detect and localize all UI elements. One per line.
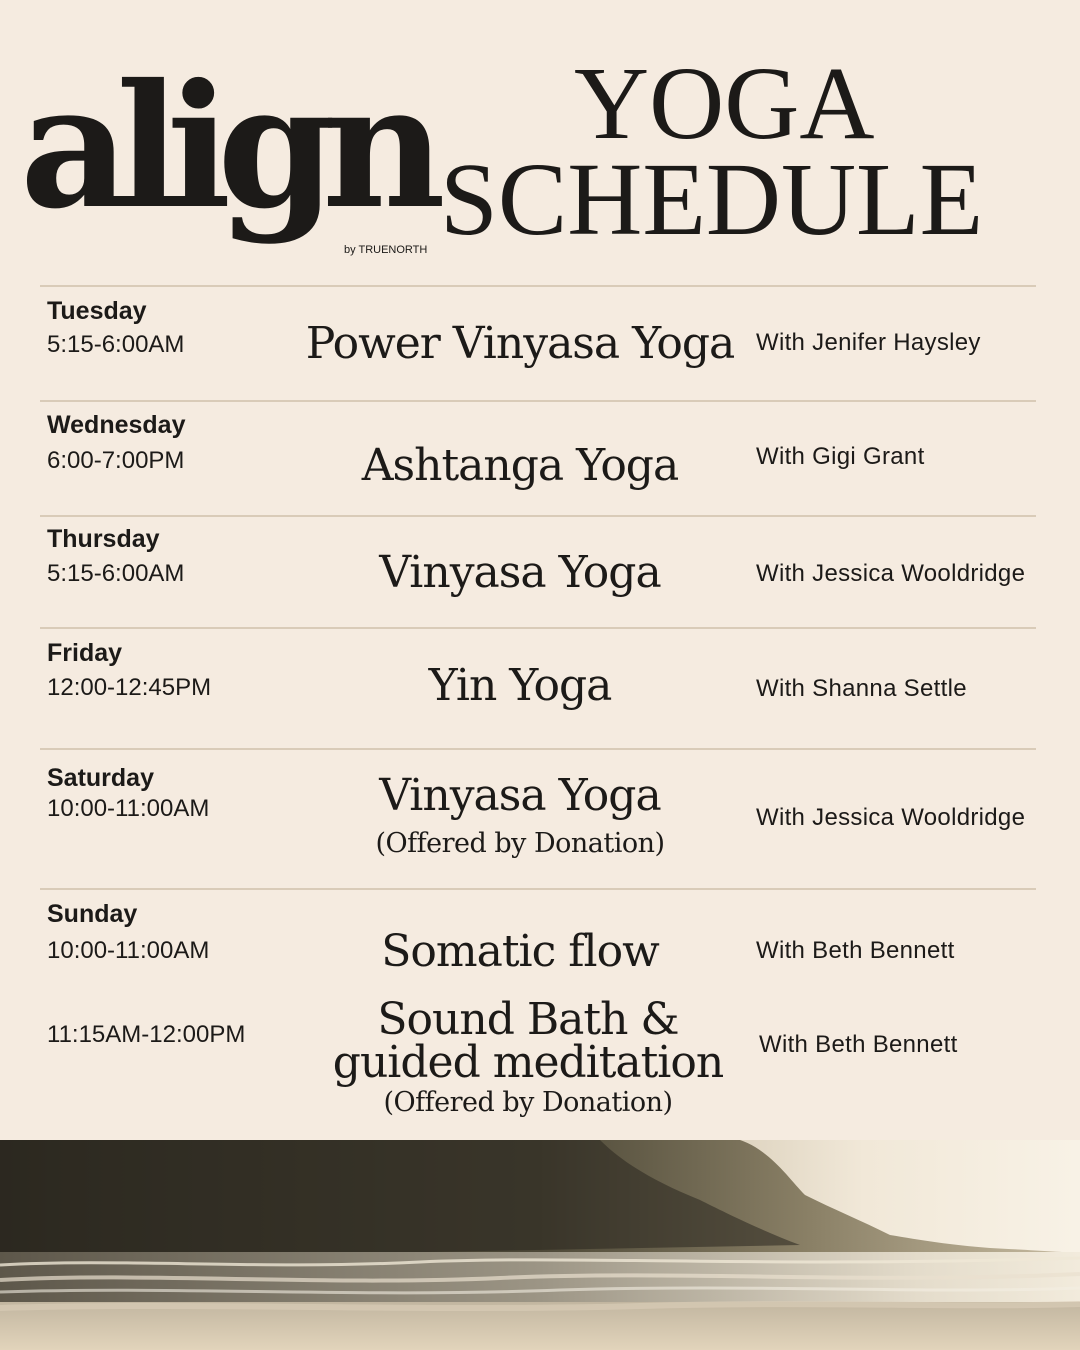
session-time: 12:00-12:45PM xyxy=(47,674,212,701)
class-name: Ashtanga Yoga xyxy=(361,440,679,491)
row-divider xyxy=(40,627,1036,629)
class-note: (Offered by Donation) xyxy=(375,828,665,859)
session-time: 6:00-7:00PM xyxy=(47,447,185,474)
day-label-wednesday: Wednesday xyxy=(47,411,186,439)
instructor-name: With Gigi Grant xyxy=(756,443,925,470)
class-name: Vinyasa Yoga xyxy=(379,547,661,598)
class-name: Power Vinyasa Yoga xyxy=(305,318,735,369)
class-name: Somatic flow xyxy=(381,926,659,977)
beach-photo xyxy=(0,1140,1080,1350)
title-line-schedule: SCHEDULE xyxy=(440,142,984,257)
row-divider xyxy=(40,400,1036,402)
class-name: Yin Yoga xyxy=(428,660,612,711)
day-label-saturday: Saturday xyxy=(47,764,154,792)
day-label-friday: Friday xyxy=(47,639,123,667)
session-time: 10:00-11:00AM xyxy=(47,795,210,822)
session-time: 5:15-6:00AM xyxy=(47,560,185,587)
session-time: 11:15AM-12:00PM xyxy=(47,1021,246,1048)
class-note: (Offered by Donation) xyxy=(383,1087,673,1118)
day-label-sunday: Sunday xyxy=(47,900,138,928)
align-logo xyxy=(20,47,432,294)
logo-byline: by TRUENORTH xyxy=(344,244,428,256)
row-divider xyxy=(40,748,1036,750)
title-line-yoga: YOGA xyxy=(574,46,875,161)
session-time: 5:15-6:00AM xyxy=(47,331,185,358)
row-divider xyxy=(40,888,1036,890)
row-divider xyxy=(40,285,1036,287)
instructor-name: With Jessica Wooldridge xyxy=(756,804,1026,831)
instructor-name: With Jenifer Haysley xyxy=(756,329,981,356)
class-name: Vinyasa Yoga xyxy=(379,770,661,821)
instructor-name: With Jessica Wooldridge xyxy=(756,560,1026,587)
class-name-continued: guided meditation xyxy=(332,1037,724,1088)
logo-wordmark: align xyxy=(20,47,432,247)
instructor-name: With Shanna Settle xyxy=(756,675,967,702)
instructor-name: With Beth Bennett xyxy=(759,1031,958,1058)
day-label-tuesday: Tuesday xyxy=(47,297,147,325)
day-label-thursday: Thursday xyxy=(47,525,160,553)
row-divider xyxy=(40,515,1036,517)
session-time: 10:00-11:00AM xyxy=(47,937,210,964)
instructor-name: With Beth Bennett xyxy=(756,937,955,964)
class-name: Sound Bath & xyxy=(377,994,679,1045)
